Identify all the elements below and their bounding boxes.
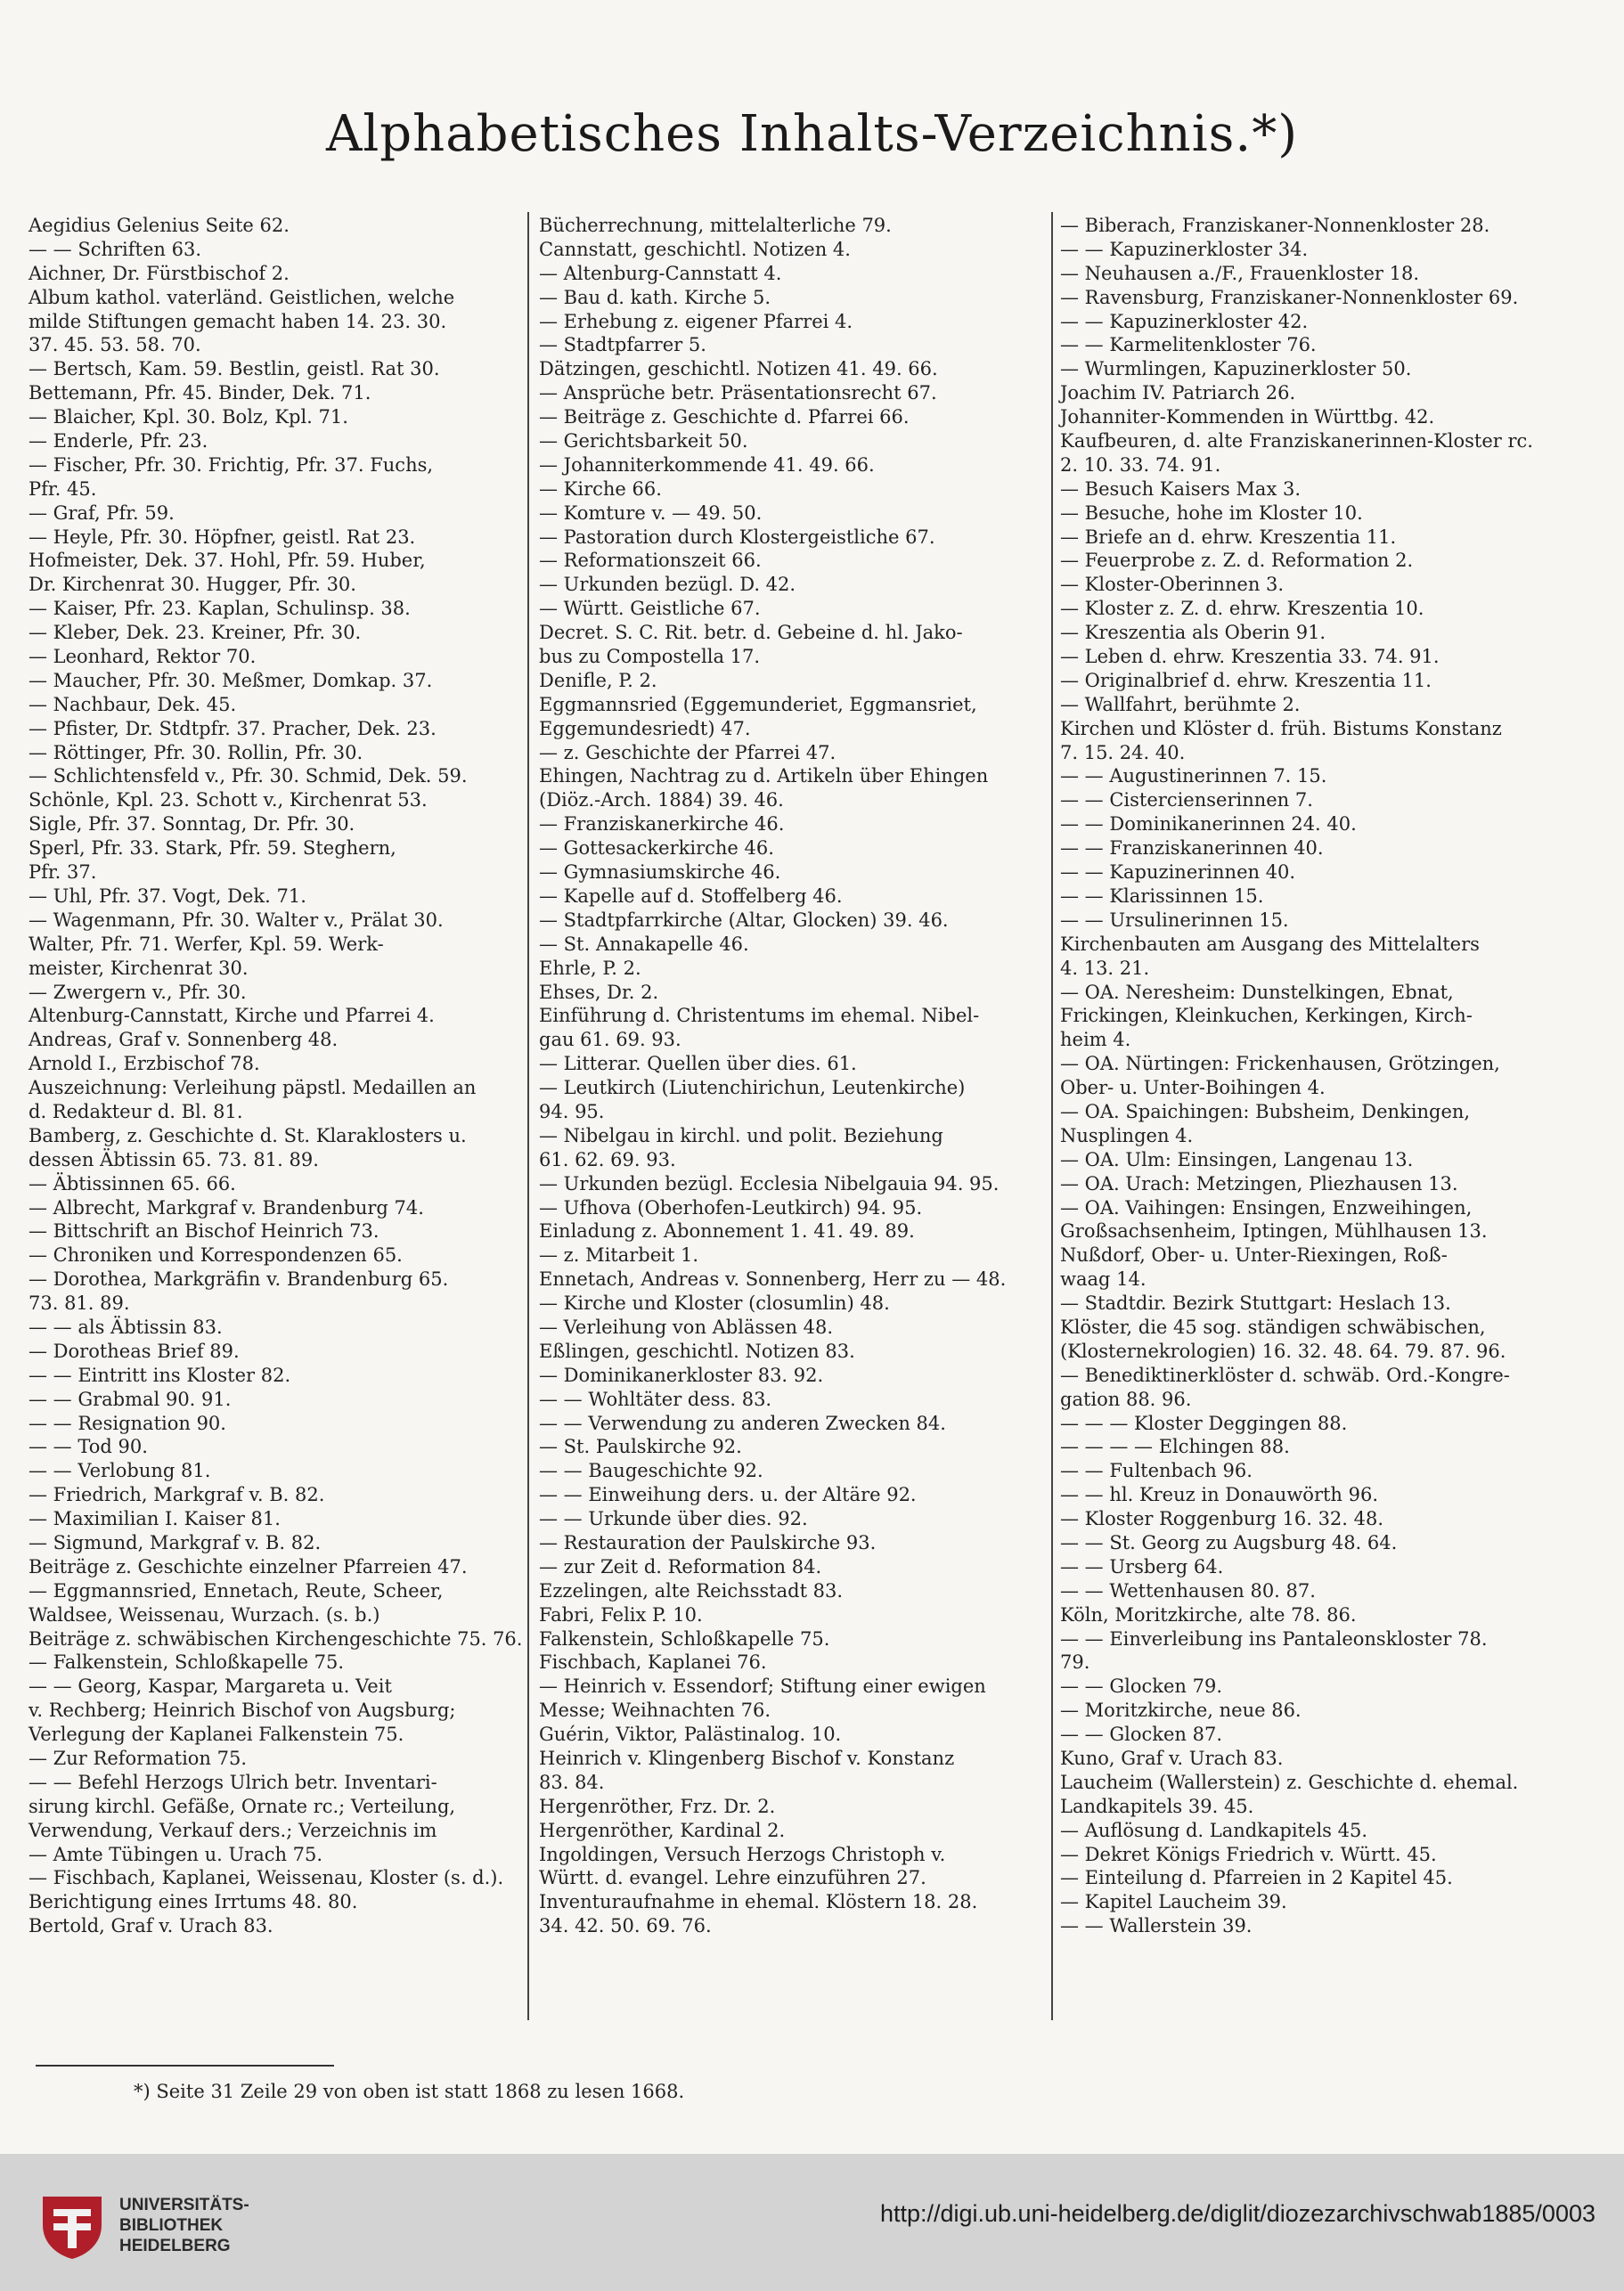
index-entry: — Fischer, Pfr. 30. Frichtig, Pfr. 37. Fuchs, bbox=[29, 453, 434, 476]
index-entry: — St. Annakapelle 46. bbox=[539, 933, 749, 955]
index-entry: 83. 84. bbox=[539, 1771, 605, 1793]
index-entry: — — Einverleibung ins Pantaleonskloster 78. bbox=[1060, 1627, 1488, 1650]
index-entry: — Dekret Königs Friedrich v. Württ. 45. bbox=[1060, 1843, 1437, 1865]
index-entry: sirung kirchl. Gefäße, Ornate rc.; Verteilung, bbox=[29, 1795, 456, 1817]
index-entry: — — Tod 90. bbox=[29, 1436, 148, 1458]
index-entry: — Leutkirch (Liutenchirichun, Leutenkirche) bbox=[539, 1077, 966, 1099]
index-entry: — — Kapuzinerinnen 40. bbox=[1060, 861, 1296, 884]
index-entry: Walter, Pfr. 71. Werfer, Kpl. 59. Werk- bbox=[29, 933, 384, 955]
index-entry: Verwendung, Verkauf ders.; Verzeichnis im bbox=[29, 1819, 437, 1841]
index-entry: 2. 10. 33. 74. 91. bbox=[1060, 453, 1221, 476]
index-entry: — Röttinger, Pfr. 30. Rollin, Pfr. 30. bbox=[29, 741, 363, 763]
index-entry: 73. 81. 89. bbox=[29, 1292, 130, 1315]
index-entry: dessen Äbtissin 65. 73. 81. 89. bbox=[29, 1148, 319, 1170]
index-entry: — Maucher, Pfr. 30. Meßmer, Domkap. 37. bbox=[29, 669, 433, 691]
index-entry: Ezzelingen, alte Reichsstadt 83. bbox=[539, 1579, 844, 1602]
index-entry: Klöster, die 45 sog. ständigen schwäbischen, bbox=[1060, 1316, 1486, 1338]
index-entry: — Besuche, hohe im Kloster 10. bbox=[1060, 501, 1363, 524]
index-entry: — OA. Neresheim: Dunstelkingen, Ebnat, bbox=[1060, 981, 1454, 1003]
index-entry: — — Augustinerinnen 7. 15. bbox=[1060, 765, 1327, 787]
index-entry: — Amte Tübingen u. Urach 75. bbox=[29, 1843, 323, 1865]
index-entry: meister, Kirchenrat 30. bbox=[29, 957, 249, 979]
index-entry: — — Wohltäter dess. 83. bbox=[539, 1388, 772, 1410]
index-entry: Fabri, Felix P. 10. bbox=[539, 1603, 703, 1626]
index-entry: — — — Kloster Deggingen 88. bbox=[1060, 1412, 1348, 1434]
index-entry: — Kleber, Dek. 23. Kreiner, Pfr. 30. bbox=[29, 622, 362, 644]
index-entry: — — Klarissinnen 15. bbox=[1060, 885, 1264, 907]
index-entry: — Kreszentia als Oberin 91. bbox=[1060, 622, 1326, 644]
index-entry: — — Baugeschichte 92. bbox=[539, 1460, 763, 1482]
index-entry: — — Franziskanerinnen 40. bbox=[1060, 837, 1324, 860]
index-entry: 94. 95. bbox=[539, 1100, 605, 1122]
index-entry: — — hl. Kreuz in Donauwörth 96. bbox=[1060, 1484, 1379, 1506]
index-entry: — z. Mitarbeit 1. bbox=[539, 1244, 699, 1267]
index-entry: — Zur Reformation 75. bbox=[29, 1748, 248, 1769]
index-entry: Auszeichnung: Verleihung päpstl. Medaillen an bbox=[29, 1077, 477, 1099]
index-entry: Heinrich v. Klingenberg Bischof v. Konstanz bbox=[539, 1748, 955, 1769]
index-entry: bus zu Compostella 17. bbox=[539, 646, 761, 668]
page-title: Alphabetisches Inhalts-Verzeichnis.*) bbox=[325, 105, 1299, 163]
index-entry: — — Glocken 87. bbox=[1060, 1724, 1222, 1746]
index-entry: — OA. Spaichingen: Bubsheim, Denkingen, bbox=[1060, 1100, 1471, 1122]
index-entry: — Nibelgau in kirchl. und polit. Beziehung bbox=[539, 1124, 943, 1146]
index-entry: — Bittschrift an Bischof Heinrich 73. bbox=[29, 1220, 379, 1243]
index-entry: Bamberg, z. Geschichte d. St. Klaraklosters u. bbox=[29, 1124, 467, 1146]
index-entry: — Bau d. kath. Kirche 5. bbox=[539, 286, 771, 308]
index-entry: — Eggmannsried, Ennetach, Reute, Scheer, bbox=[29, 1579, 444, 1602]
index-entry: — Sigmund, Markgraf v. B. 82. bbox=[29, 1531, 322, 1553]
index-entry: — Kloster Roggenburg 16. 32. 48. bbox=[1060, 1508, 1384, 1530]
index-entry: — — Schriften 63. bbox=[29, 238, 202, 260]
index-entry: — zur Zeit d. Reformation 84. bbox=[539, 1555, 822, 1578]
index-entry: Kirchenbauten am Ausgang des Mittelalters bbox=[1060, 933, 1480, 955]
index-entry: Verlegung der Kaplanei Falkenstein 75. bbox=[29, 1724, 404, 1746]
index-entry: Landkapitels 39. 45. bbox=[1060, 1795, 1254, 1817]
index-entry: — — Befehl Herzogs Ulrich betr. Inventari- bbox=[29, 1771, 437, 1793]
index-entry: Beiträge z. schwäbischen Kirchengeschichte 75. 76. bbox=[29, 1627, 523, 1650]
index-entry: waag 14. bbox=[1060, 1268, 1147, 1291]
footnote-rule bbox=[36, 2065, 334, 2067]
column-divider bbox=[1051, 212, 1053, 2020]
index-entry: — — Verwendung zu anderen Zwecken 84. bbox=[539, 1412, 946, 1434]
footnote: *) Seite 31 Zeile 29 von oben ist statt 1868 zu lesen 1668. bbox=[134, 2081, 685, 2102]
index-entry: — Restauration der Paulskirche 93. bbox=[539, 1531, 877, 1553]
index-entry: Frickingen, Kleinkuchen, Kerkingen, Kirch- bbox=[1060, 1005, 1473, 1027]
index-entry: — OA. Nürtingen: Frickenhausen, Grötzingen, bbox=[1060, 1053, 1500, 1075]
index-entry: Album kathol. vaterländ. Geistlichen, welche bbox=[29, 286, 455, 308]
index-entry: — Urkunden bezügl. Ecclesia Nibelgauia 94. 95. bbox=[539, 1172, 1000, 1194]
index-entry: Ennetach, Andreas v. Sonnenberg, Herr zu — 48. bbox=[539, 1268, 1007, 1291]
column-divider bbox=[527, 212, 529, 2020]
index-entry: — Nachbaur, Dek. 45. bbox=[29, 693, 237, 715]
index-entry: — Originalbrief d. ehrw. Kreszentia 11. bbox=[1060, 669, 1432, 691]
index-entry: — Kirche und Kloster (closumlin) 48. bbox=[539, 1292, 890, 1315]
index-entry: — Uhl, Pfr. 37. Vogt, Dek. 71. bbox=[29, 885, 306, 907]
index-entry: — Heyle, Pfr. 30. Höpfner, geistl. Rat 23. bbox=[29, 526, 416, 548]
index-entry: Bertold, Graf v. Urach 83. bbox=[29, 1915, 273, 1937]
index-entry: Kaufbeuren, d. alte Franziskanerinnen-Kloster rc. bbox=[1060, 430, 1533, 452]
index-entry: — Chroniken und Korrespondenzen 65. bbox=[29, 1244, 403, 1267]
index-entry: Großsachsenheim, Iptingen, Mühlhausen 13. bbox=[1060, 1220, 1488, 1243]
index-entry: Altenburg-Cannstatt, Kirche und Pfarrei 4. bbox=[29, 1005, 435, 1027]
index-entry: — Altenburg-Cannstatt 4. bbox=[539, 262, 782, 284]
index-entry: (Klosternekrologien) 16. 32. 48. 64. 79. 87. 96. bbox=[1060, 1340, 1506, 1362]
index-entry: — Dominikanerkloster 83. 92. bbox=[539, 1364, 824, 1386]
index-entry: Inventuraufnahme in ehemal. Klöstern 18. 28. bbox=[539, 1891, 978, 1913]
index-entry: — Leben d. ehrw. Kreszentia 33. 74. 91. bbox=[1060, 646, 1440, 668]
index-entry: Ehses, Dr. 2. bbox=[539, 981, 659, 1003]
index-entry: — — Dominikanerinnen 24. 40. bbox=[1060, 813, 1357, 836]
index-entry: — — Wallerstein 39. bbox=[1060, 1915, 1253, 1937]
index-entry: — Benediktinerklöster d. schwäb. Ord.-Kongre- bbox=[1060, 1364, 1510, 1386]
index-entry: — Kaiser, Pfr. 23. Kaplan, Schulinsp. 38. bbox=[29, 598, 411, 620]
index-entry: gation 88. 96. bbox=[1060, 1388, 1192, 1410]
index-entry: (Diöz.-Arch. 1884) 39. 46. bbox=[539, 789, 784, 811]
index-entry: — Ufhova (Oberhofen-Leutkirch) 94. 95. bbox=[539, 1196, 923, 1219]
index-entry: — — Glocken 79. bbox=[1060, 1675, 1222, 1698]
index-entry: 61. 62. 69. 93. bbox=[539, 1148, 676, 1170]
index-entry: heim 4. bbox=[1060, 1029, 1131, 1051]
index-entry: — Leonhard, Rektor 70. bbox=[29, 646, 257, 668]
index-entry: Aegidius Gelenius Seite 62. bbox=[29, 215, 290, 236]
index-entry: Falkenstein, Schloßkapelle 75. bbox=[539, 1627, 830, 1650]
index-entry: — Feuerprobe z. Z. d. Reformation 2. bbox=[1060, 550, 1414, 572]
index-entry: — — Einweihung ders. u. der Altäre 92. bbox=[539, 1484, 917, 1506]
index-entry: — Falkenstein, Schloßkapelle 75. bbox=[29, 1651, 345, 1674]
index-entry: — Urkunden bezügl. D. 42. bbox=[539, 574, 796, 596]
index-entry: — Wagenmann, Pfr. 30. Walter v., Prälat 30. bbox=[29, 909, 444, 931]
index-entry: — z. Geschichte der Pfarrei 47. bbox=[539, 741, 836, 763]
index-entry: — Neuhausen a./F., Frauenkloster 18. bbox=[1060, 262, 1420, 284]
index-entry: — Pastoration durch Klostergeistliche 67. bbox=[539, 526, 935, 548]
index-entry: Cannstatt, geschichtl. Notizen 4. bbox=[539, 238, 851, 260]
index-entry: — Kirche 66. bbox=[539, 477, 662, 500]
page-url[interactable]: http://digi.ub.uni-heidelberg.de/diglit/diozezarchivschwab1885/0003 bbox=[879, 2200, 1595, 2227]
index-entry: — Litterar. Quellen über dies. 61. bbox=[539, 1053, 857, 1075]
index-entry: — Schlichtensfeld v., Pfr. 30. Schmid, Dek. 59. bbox=[29, 765, 468, 787]
index-entry: gau 61. 69. 93. bbox=[539, 1029, 681, 1051]
index-entry: Andreas, Graf v. Sonnenberg 48. bbox=[29, 1029, 339, 1051]
index-entry: — Ansprüche betr. Präsentationsrecht 67. bbox=[539, 382, 937, 404]
index-entry: — Franziskanerkirche 46. bbox=[539, 813, 785, 836]
index-entry: — Briefe an d. ehrw. Kreszentia 11. bbox=[1060, 526, 1397, 548]
index-entry: — — Kapuzinerkloster 34. bbox=[1060, 238, 1309, 260]
index-entry: Laucheim (Wallerstein) z. Geschichte d. ehemal. bbox=[1060, 1771, 1519, 1793]
index-column-1 bbox=[29, 214, 523, 1938]
index-entry: Einführung d. Christentums im ehemal. Nibel- bbox=[539, 1005, 980, 1027]
index-entry: Nußdorf, Ober- u. Unter-Riexingen, Roß- bbox=[1060, 1244, 1448, 1267]
index-entry: — Maximilian I. Kaiser 81. bbox=[29, 1508, 281, 1530]
index-entry: Berichtigung eines Irrtums 48. 80. bbox=[29, 1891, 358, 1913]
index-entry: — Reformationszeit 66. bbox=[539, 550, 762, 572]
index-entry: — Besuch Kaisers Max 3. bbox=[1060, 477, 1301, 500]
index-entry: — Wurmlingen, Kapuzinerkloster 50. bbox=[1060, 358, 1412, 380]
index-entry: — — als Äbtissin 83. bbox=[29, 1316, 223, 1338]
index-entry: — Einteilung d. Pfarreien in 2 Kapitel 45. bbox=[1060, 1867, 1453, 1889]
index-entry: — Kloster-Oberinnen 3. bbox=[1060, 574, 1285, 596]
index-entry: — — Verlobung 81. bbox=[29, 1460, 211, 1482]
index-entry: — Kloster z. Z. d. ehrw. Kreszentia 10. bbox=[1060, 598, 1424, 620]
index-entry: — — Fultenbach 96. bbox=[1060, 1460, 1253, 1482]
index-entry: Dätzingen, geschichtl. Notizen 41. 49. 66. bbox=[539, 358, 938, 380]
index-entry: — Enderle, Pfr. 23. bbox=[29, 430, 208, 452]
index-entry: — OA. Urach: Metzingen, Pliezhausen 13. bbox=[1060, 1172, 1458, 1194]
index-entry: — Biberach, Franziskaner-Nonnenkloster 28. bbox=[1060, 215, 1490, 236]
index-entry: — — Ursulinerinnen 15. bbox=[1060, 909, 1289, 931]
index-entry: 79. bbox=[1060, 1651, 1090, 1674]
index-entry: — — Urkunde über dies. 92. bbox=[539, 1508, 808, 1530]
index-entry: — Zwergern v., Pfr. 30. bbox=[29, 981, 247, 1003]
index-entry: Ingoldingen, Versuch Herzogs Christoph v. bbox=[539, 1843, 946, 1865]
index-entry: — — Ursberg 64. bbox=[1060, 1555, 1224, 1578]
index-entry: Decret. S. C. Rit. betr. d. Gebeine d. hl. Jako- bbox=[539, 622, 963, 644]
index-entry: — Johanniterkommende 41. 49. 66. bbox=[539, 453, 875, 476]
index-entry: Guérin, Viktor, Palästinalog. 10. bbox=[539, 1724, 842, 1746]
index-entry: — — Kapuzinerkloster 42. bbox=[1060, 310, 1309, 332]
index-entry: — St. Paulskirche 92. bbox=[539, 1436, 742, 1458]
index-entry: — Moritzkirche, neue 86. bbox=[1060, 1700, 1302, 1722]
index-entry: Eggemundesriedt) 47. bbox=[539, 717, 751, 739]
index-entry: Eggmannsried (Eggemunderiet, Eggmansriet, bbox=[539, 693, 977, 715]
index-entry: Kuno, Graf v. Urach 83. bbox=[1060, 1748, 1284, 1769]
index-entry: — Dorotheas Brief 89. bbox=[29, 1340, 240, 1362]
index-entry: Hergenröther, Kardinal 2. bbox=[539, 1819, 786, 1841]
index-entry: 4. 13. 21. bbox=[1060, 957, 1150, 979]
index-entry: Nusplingen 4. bbox=[1060, 1124, 1194, 1146]
index-entry: — — Wettenhausen 80. 87. bbox=[1060, 1579, 1316, 1602]
index-entry: — Dorothea, Markgräfin v. Brandenburg 65. bbox=[29, 1268, 449, 1291]
index-entry: Hofmeister, Dek. 37. Hohl, Pfr. 59. Huber, bbox=[29, 550, 426, 572]
index-entry: — Stadtpfarrkirche (Altar, Glocken) 39. 46. bbox=[539, 909, 949, 931]
index-entry: Ehingen, Nachtrag zu d. Artikeln über Ehingen bbox=[539, 765, 989, 787]
index-entry: Pfr. 45. bbox=[29, 477, 97, 500]
index-entry: Bettemann, Pfr. 45. Binder, Dek. 71. bbox=[29, 382, 371, 404]
index-entry: — — Karmelitenkloster 76. bbox=[1060, 334, 1317, 356]
index-entry: — Komture v. — 49. 50. bbox=[539, 501, 763, 524]
index-entry: 7. 15. 24. 40. bbox=[1060, 741, 1186, 763]
index-column-3 bbox=[1060, 214, 1568, 1938]
index-entry: — Friedrich, Markgraf v. B. 82. bbox=[29, 1484, 325, 1506]
index-entry: milde Stiftungen gemacht haben 14. 23. 30. bbox=[29, 310, 447, 332]
index-entry: — Fischbach, Kaplanei, Weissenau, Kloster (s. d.). bbox=[29, 1867, 504, 1889]
index-entry: — — Grabmal 90. 91. bbox=[29, 1388, 232, 1410]
index-entry: — — Eintritt ins Kloster 82. bbox=[29, 1364, 291, 1386]
index-entry: — Verleihung von Ablässen 48. bbox=[539, 1316, 834, 1338]
index-entry: Einladung z. Abonnement 1. 41. 49. 89. bbox=[539, 1220, 915, 1243]
index-entry: Köln, Moritzkirche, alte 78. 86. bbox=[1060, 1603, 1357, 1626]
index-entry: — — Georg, Kaspar, Margareta u. Veit bbox=[29, 1675, 392, 1698]
index-entry: Schönle, Kpl. 23. Schott v., Kirchenrat 53. bbox=[29, 789, 428, 811]
index-entry: — Erhebung z. eigener Pfarrei 4. bbox=[539, 310, 853, 332]
index-entry: Kirchen und Klöster d. früh. Bistums Konstanz bbox=[1060, 717, 1502, 739]
index-entry: Waldsee, Weissenau, Wurzach. (s. b.) bbox=[29, 1603, 380, 1626]
index-entry: — Stadtdir. Bezirk Stuttgart: Heslach 13. bbox=[1060, 1292, 1451, 1315]
index-entry: 37. 45. 53. 58. 70. bbox=[29, 334, 201, 356]
index-entry: Beiträge z. Geschichte einzelner Pfarreien 47. bbox=[29, 1555, 468, 1578]
index-entry: v. Rechberg; Heinrich Bischof von Augsburg; bbox=[29, 1700, 456, 1722]
index-entry: 34. 42. 50. 69. 76. bbox=[539, 1915, 712, 1937]
index-entry: Sperl, Pfr. 33. Stark, Pfr. 59. Steghern, bbox=[29, 837, 396, 860]
index-entry: Hergenröther, Frz. Dr. 2. bbox=[539, 1795, 776, 1817]
index-entry: Messe; Weihnachten 76. bbox=[539, 1700, 771, 1722]
index-entry: Sigle, Pfr. 37. Sonntag, Dr. Pfr. 30. bbox=[29, 813, 355, 836]
index-entry: Württ. d. evangel. Lehre einzuführen 27. bbox=[539, 1867, 926, 1889]
index-entry: Ehrle, P. 2. bbox=[539, 957, 641, 979]
index-entry: Eßlingen, geschichtl. Notizen 83. bbox=[539, 1340, 855, 1362]
index-entry: — Kapitel Laucheim 39. bbox=[1060, 1891, 1287, 1913]
index-entry: Fischbach, Kaplanei 76. bbox=[539, 1651, 767, 1674]
index-entry: — OA. Ulm: Einsingen, Langenau 13. bbox=[1060, 1148, 1414, 1170]
index-entry: Denifle, P. 2. bbox=[539, 669, 657, 691]
index-column-2 bbox=[539, 214, 1042, 1938]
index-entry: — Albrecht, Markgraf v. Brandenburg 74. bbox=[29, 1196, 424, 1219]
index-entry: — Pfister, Dr. Stdtpfr. 37. Pracher, Dek. 23. bbox=[29, 717, 437, 739]
index-entry: — — Resignation 90. bbox=[29, 1412, 226, 1434]
index-entry: Bücherrechnung, mittelalterliche 79. bbox=[539, 215, 892, 236]
index-entry: — OA. Vaihingen: Ensingen, Enzweihingen, bbox=[1060, 1196, 1473, 1219]
index-entry: — Ravensburg, Franziskaner-Nonnenkloster 69. bbox=[1060, 286, 1519, 308]
index-entry: — Gerichtsbarkeit 50. bbox=[539, 430, 748, 452]
index-entry: — Auflösung d. Landkapitels 45. bbox=[1060, 1819, 1368, 1841]
index-entry: — — — — Elchingen 88. bbox=[1060, 1436, 1290, 1458]
index-entry: — Kapelle auf d. Stoffelberg 46. bbox=[539, 885, 843, 907]
library-logo-icon bbox=[36, 2189, 109, 2262]
index-entry: d. Redakteur d. Bl. 81. bbox=[29, 1100, 243, 1122]
index-entry: Ober- u. Unter-Boihingen 4. bbox=[1060, 1077, 1326, 1099]
library-footer bbox=[0, 2154, 1624, 2291]
index-entry: — — Cistercienserinnen 7. bbox=[1060, 789, 1313, 811]
index-entry: Pfr. 37. bbox=[29, 861, 97, 884]
index-entry: — Beiträge z. Geschichte d. Pfarrei 66. bbox=[539, 406, 910, 428]
index-entry: — Württ. Geistliche 67. bbox=[539, 598, 761, 620]
index-entry: Johanniter-Kommenden in Württbg. 42. bbox=[1060, 406, 1435, 428]
index-entry: Dr. Kirchenrat 30. Hugger, Pfr. 30. bbox=[29, 574, 356, 596]
index-entry: Arnold I., Erzbischof 78. bbox=[29, 1053, 260, 1075]
index-entry: — Äbtissinnen 65. 66. bbox=[29, 1172, 236, 1194]
index-entry: — Heinrich v. Essendorf; Stiftung einer ewigen bbox=[539, 1675, 986, 1698]
index-entry: — — St. Georg zu Augsburg 48. 64. bbox=[1060, 1531, 1398, 1553]
library-name: UNIVERSITÄTS- BIBLIOTHEK HEIDELBERG bbox=[119, 2196, 249, 2255]
index-entry: Aichner, Dr. Fürstbischof 2. bbox=[29, 262, 290, 284]
index-entry: — Bertsch, Kam. 59. Bestlin, geistl. Rat 30. bbox=[29, 358, 440, 380]
index-entry: — Wallfahrt, berühmte 2. bbox=[1060, 693, 1301, 715]
index-entry: Joachim IV. Patriarch 26. bbox=[1060, 382, 1296, 404]
index-entry: — Stadtpfarrer 5. bbox=[539, 334, 706, 356]
index-entry: — Blaicher, Kpl. 30. Bolz, Kpl. 71. bbox=[29, 406, 348, 428]
index-entry: — Gymnasiumskirche 46. bbox=[539, 861, 781, 884]
index-entry: — Graf, Pfr. 59. bbox=[29, 501, 175, 524]
index-entry: — Gottesackerkirche 46. bbox=[539, 837, 774, 860]
